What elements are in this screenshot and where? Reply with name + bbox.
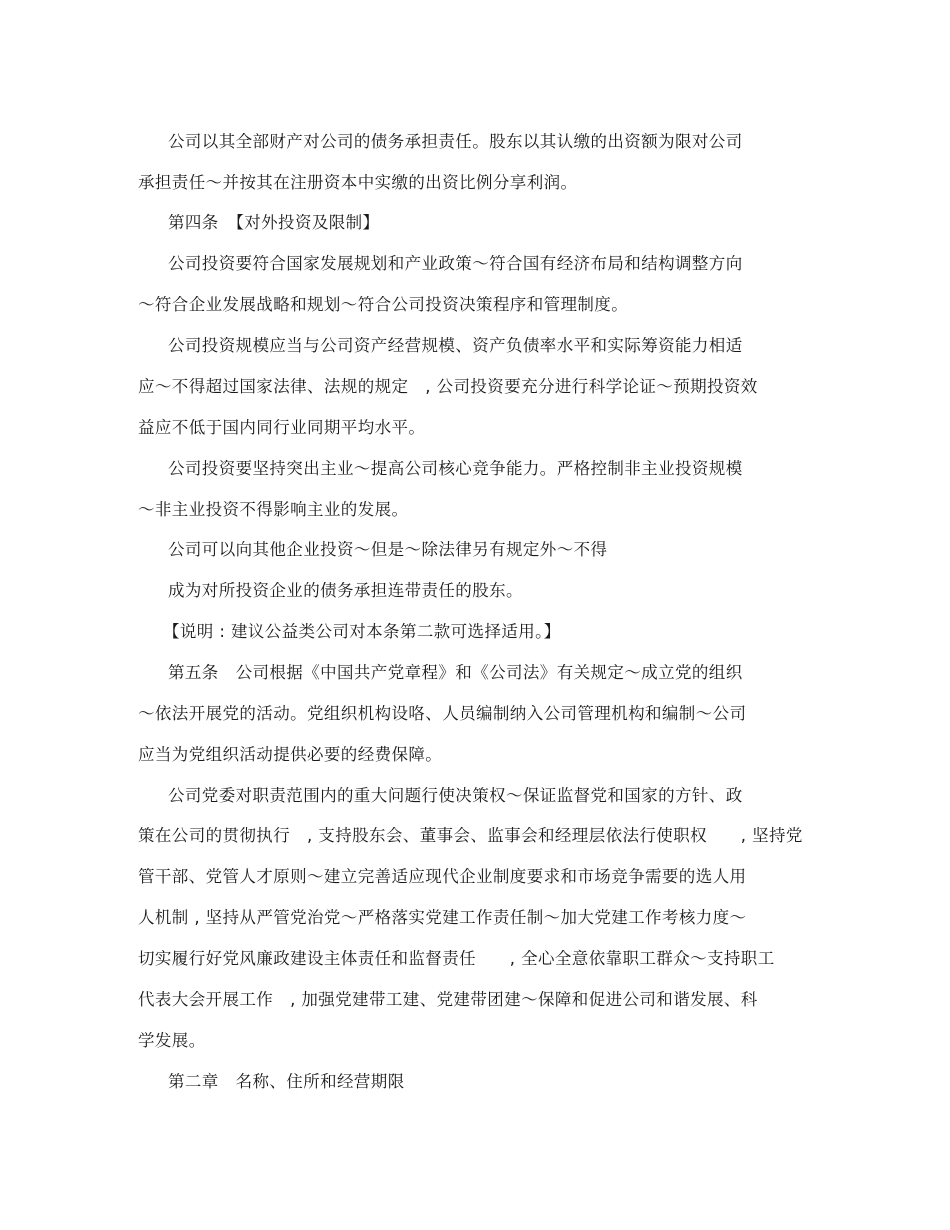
paragraph-line: 公司投资要坚持突出主业～提高公司核心竞争能力。严格控制非主业投资规模 bbox=[168, 459, 743, 478]
paragraph-line: ～非主业投资不得影响主业的发展。 bbox=[138, 500, 409, 519]
paragraph-line: 管干部、党管人才原则～建立完善适应现代企业制度要求和市场竞争需要的选人用 bbox=[138, 867, 747, 886]
note-line: 【说明 : 建议公益类公司对本条第二款可选择适用。】 bbox=[163, 622, 561, 641]
paragraph-line: 公司投资要符合国家发展规划和产业政策～符合国有经济布局和结构调整方向 bbox=[168, 254, 743, 273]
paragraph-line: 成为对所投资企业的债务承担连带责任的股东。 bbox=[168, 581, 523, 600]
paragraph-line: 人机制 , 坚持从严管党治党～严格落实党建工作责任制～加大党建工作考核力度～ bbox=[138, 908, 747, 927]
paragraph-line: 代表大会开展工作 , 加强党建带工建、党建带团建～保障和促进公司和谐发展、科 bbox=[138, 990, 758, 1009]
paragraph-line: 应～不得超过国家法律、法规的规定 , 公司投资要充分进行科学论证～预期投资效 bbox=[138, 377, 758, 396]
paragraph-line: 切实履行好党风廉政建设主体责任和监督责任 , 全心全意依靠职工群众～支持职工 bbox=[138, 949, 775, 968]
paragraph-line: 公司可以向其他企业投资～但是～除法律另有规定外～不得 bbox=[168, 540, 608, 559]
paragraph-line: 学发展。 bbox=[138, 1031, 206, 1050]
paragraph-line: 公司党委对职责范围内的重大问题行使决策权～保证监督党和国家的方针、政 bbox=[168, 786, 743, 805]
paragraph-line: ～依法开展党的活动。党组织机构设咯、人员编制纳入公司管理机构和编制～公司 bbox=[138, 704, 747, 723]
paragraph-line: ～符合企业发展战略和规划～符合公司投资决策程序和管理制度。 bbox=[138, 295, 629, 314]
paragraph-line: 公司投资规模应当与公司资产经营规模、资产负债率水平和实际筹资能力相适 bbox=[168, 336, 743, 355]
paragraph-line: 公司以其全部财产对公司的债务承担责任。股东以其认缴的出资额为限对公司 bbox=[168, 132, 743, 151]
paragraph-line: 策在公司的贯彻执行 , 支持股东会、董事会、监事会和经理层依法行使职权 , 坚持党 bbox=[138, 826, 803, 845]
paragraph-line: 益应不低于国内同行业同期平均水平。 bbox=[138, 418, 426, 437]
paragraph-line: 承担责任～并按其在注册资本中实缴的出资比例分享利润。 bbox=[138, 173, 578, 192]
paragraph-line: 应当为党组织活动提供必要的经费保障。 bbox=[138, 745, 443, 764]
chapter-heading: 第二章 名称、住所和经营期限 bbox=[168, 1072, 405, 1091]
article-heading: 第四条 【对外投资及限制】 bbox=[168, 213, 380, 232]
article-heading: 第五条 公司根据《中国共产党章程》和《公司法》有关规定～成立党的组织 bbox=[168, 663, 743, 682]
